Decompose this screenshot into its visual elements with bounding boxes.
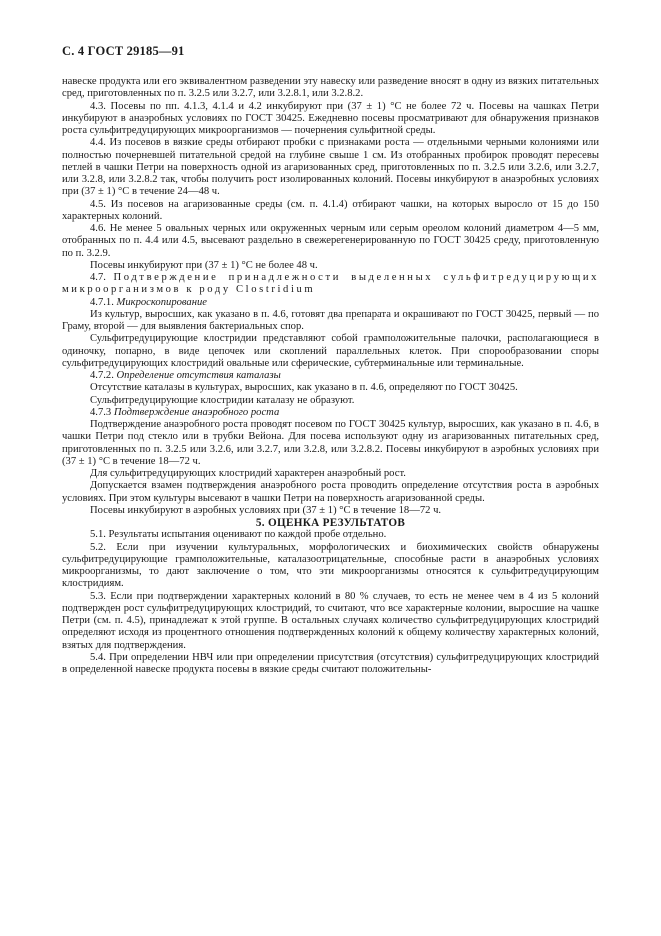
paragraph-4-7-3-b: Для сульфитредуцирующих клостридий характерен анаэробный рост.: [90, 468, 406, 479]
paragraph-5-1: 5.1. Результаты испытания оценивают по каждой пробе отдельно.: [90, 529, 387, 541]
paragraph-4-6: 4.6. Не менее 5 овальных черных или окруженных черным или серым ореолом колоний диаметром 4—5 мм, отобранных по п. 4.4 или 4.5, высевают раздельно в свежерегенерированную по ГОСТ 30425 среду, приготовленную по п. 3.2.9.: [62, 223, 599, 259]
subsection-4-7-1-heading: [62, 297, 599, 309]
subsection-4-7-2-number: 4.7.2.: [90, 370, 114, 381]
paragraph-4-3: 4.3. Посевы по пп. 4.1.3, 4.1.4 и 4.2 инкубируют при (37 ± 1) °С не более 72 ч. Посевы на чашках Петри инкубируют в анаэробных условиях по ГОСТ 30425. Ежедневно посевы просматривают для обнаружения признаков роста сульфитредуцирующих микроорганизмов — почернения сульфитной среды.: [62, 100, 599, 136]
subsection-4-7-3-heading: [62, 407, 599, 419]
paragraph-4-7-3-d: Посевы инкубируют в аэробных условиях при (37 ± 1) °С в течение 18—72 ч.: [90, 504, 442, 516]
section-5-title: 5. ОЦЕНКА РЕЗУЛЬТАТОВ: [255, 517, 406, 529]
subsection-4-7-3-title: Подтверждение анаэробного роста: [113, 406, 280, 418]
paragraph-4-7-2-b: Сульфитредуцирующие клостридии каталазу не образуют.: [90, 394, 355, 406]
paragraph-5-2: 5.2. Если при изучении культуральных, морфологических и биохимических свойств обнаружены сульфитредуцирующие грамположительные, каталазоотрицательные, способные расти в анаэробных условиях микроорганизмы, то дают заключение о том, что эти микроорганизмы относятся к сульфитредуцирующим клостридиям.: [62, 541, 599, 590]
paragraph-5-3: 5.3. Если при подтверждении характерных колоний в 80 % случаев, то есть не менее чем в 4 из 5 колоний подтвержден рост сульфитредуцирующих клостридий, то считают, что все характерные колонии, выросшие на чашке Петри (см. п. 4.5), принадлежат к этой группе. В остальных случаях количество сульфитредуцирующих клостридий определяют исходя из процентного отношения подтвержденных колоний к общему количеству характерных колоний, взятых для подтверждения.: [62, 590, 599, 651]
paragraph-4-7-2-a: Отсутствие каталазы в культурах, выросших, как указано в п. 4.6, определяют по ГОСТ 30425.: [90, 382, 518, 394]
paragraph-4-7-3-a: Подтверждение анаэробного роста проводят посевом по ГОСТ 30425 культур, выросших, как указано в п. 4.6, в чашки Петри под стекло или в трубки Вейона. Для посева используют одну из агаризованных питательных сред, приготовленных по п. 3.2.5 или 3.2.6, или 3.2.7, или 3.2.8, или 3.2.8.2. Посевы инкубируют в аэробных условиях при (37 ± 1) °С в течение 18—72 ч.: [62, 419, 599, 467]
paragraph-4-5: 4.5. Из посевов на агаризованные среды (см. п. 4.1.4) отбирают чашки, на которых выросло от 15 до 150 характерных колоний.: [62, 198, 599, 222]
paragraph-continuation: навеске продукта или его эквивалентном разведении эту навеску или разведение вносят в одну из вязких питательных сред, приготовленных по п. 3.2.5 или 3.2.7, или 3.2.8.1, или 3.2.8.2.: [62, 76, 599, 100]
page-header: С. 4 ГОСТ 29185—91: [62, 44, 185, 58]
subsection-4-7-number: 4.7.: [90, 272, 106, 283]
paragraph-4-6-incubation: Посевы инкубируют при (37 ± 1) °С не более 48 ч.: [90, 259, 318, 271]
paragraph-4-7-1-a: Из культур, выросших, как указано в п. 4.6, готовят два препарата и окрашивают по ГОСТ 30425, первый — по Граму, второй — для выявления бактериальных спор.: [62, 308, 599, 332]
paragraph-4-7-1-b: Сульфитредуцирующие клостридии представляют собой грамположительные палочки, располагающиеся в одиночку, попарно, в виде цепочек или скоплений параллельных клеток. При спорообразовании споры сульфитредуцирующих клостридий овальные или сферические, субтерминальные или терминальные.: [62, 333, 599, 369]
subsection-4-7-1-title: Микроскопирование: [116, 296, 207, 308]
subsection-4-7-2-title: Определение отсутствия каталазы: [116, 370, 281, 381]
subsection-4-7-1-number: 4.7.1.: [90, 296, 114, 308]
document-body: [62, 76, 599, 676]
paragraph-4-7-3-c: Допускается взамен подтверждения анаэробного роста проводить определение отсутствия роста в аэробных условиях. При этом культуры высевают в чашки Петри на поверхность агаризованной среды.: [62, 480, 599, 504]
subsection-4-7-2-heading: [62, 370, 599, 382]
paragraph-5-4: 5.4. При определении НВЧ или при определении присутствия (отсутствия) сульфитредуцирующих клостридий в определенной навеске продукта посевы в вязкие среды считают положительны-: [62, 651, 599, 675]
subsection-4-7-title: Подтверждение принадлежности выделенных сульфитредуцирующих микроорганизмов к роду Clostridium: [62, 272, 600, 296]
subsection-4-7-heading: [62, 272, 599, 297]
paragraph-4-4: 4.4. Из посевов в вязкие среды отбирают пробки с признаками роста — отдельными черными колониями или полностью почерневшей питательной средой на глубине свыше 1 см. Из отобранных пробирок проводят пересевы петлей в чашки Петри на поверхность одной из агаризованных сред, приготовленных по п. 3.2.5 или 3.2.6, или 3.2.7, или 3.2.8, или 3.2.8.2 так, чтобы получить рост изолированных колоний. Посевы инкубируют в анаэробных условиях при (37 ± 1) °С в течение 24—48 ч.: [62, 137, 599, 198]
subsection-4-7-3-number: 4.7.3: [90, 406, 112, 418]
